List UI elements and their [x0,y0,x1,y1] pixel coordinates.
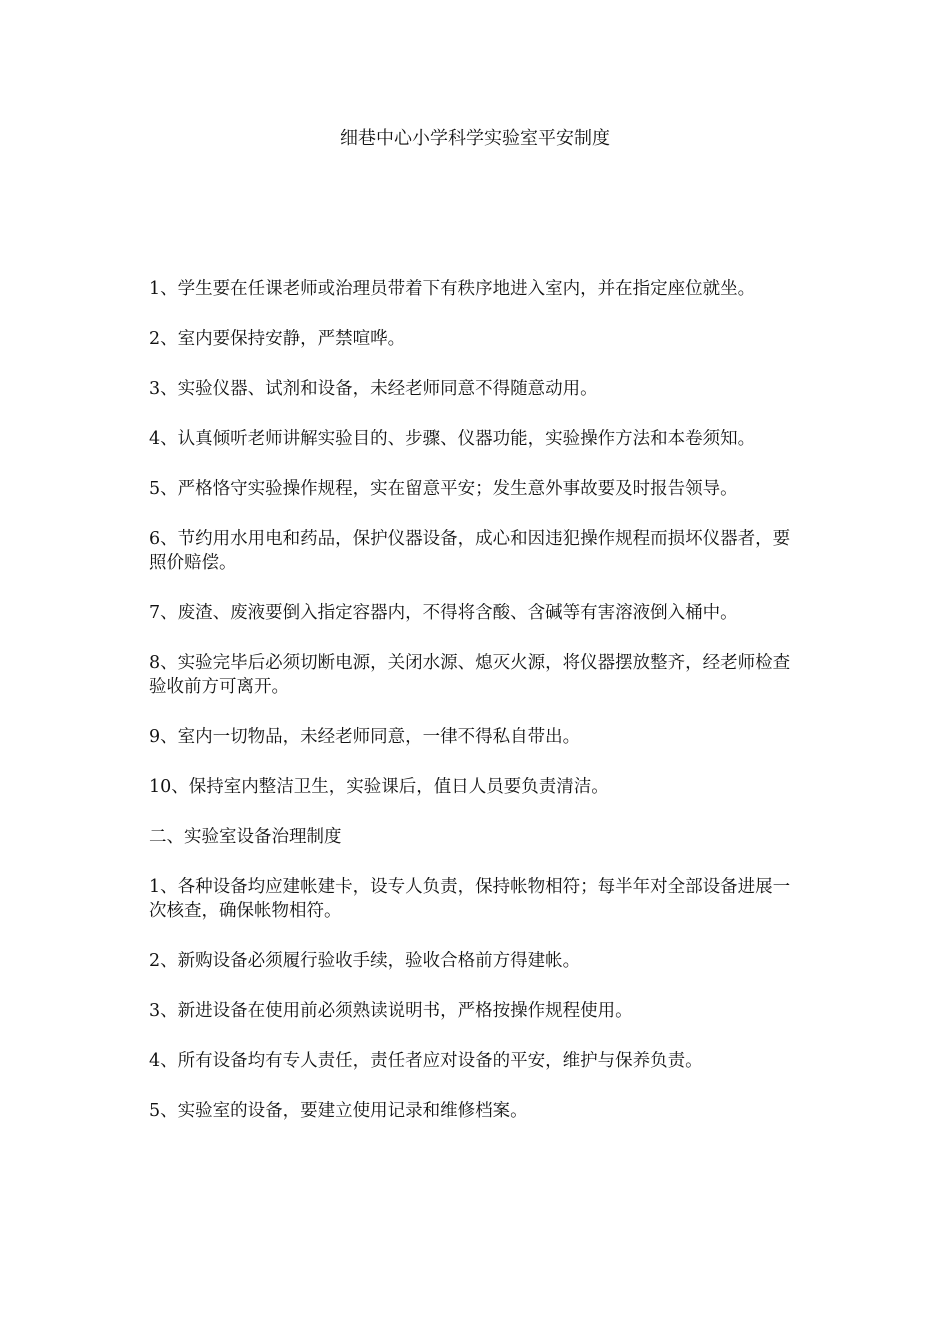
rule-paragraph-5: 5、严格恪守实验操作规程，实在留意平安；发生意外事故要及时报告领导。 [149,479,738,499]
rule-paragraph-10: 10、保持室内整洁卫生，实验课后，值日人员要负责清洁。 [149,777,609,797]
equipment-paragraph-5: 5、实验室的设备，要建立使用记录和维修档案。 [149,1101,528,1121]
rule-paragraph-6: 6、节约用水用电和药品，保护仪器设备，成心和因违犯操作规程而损坏仪器者，要照价赔偿。 [149,529,791,573]
document-title: 细巷中心小学科学实验室平安制度 [340,128,610,149]
rule-paragraph-8: 8、实验完毕后必须切断电源，关闭水源、熄灭火源，将仪器摆放整齐，经老师检查验收前方可离开。 [149,653,791,697]
document-body [149,277,801,1149]
rule-paragraph-4: 4、认真倾听老师讲解实验目的、步骤、仪器功能，实验操作方法和本卷须知。 [149,429,756,449]
equipment-paragraph-4: 4、所有设备均有专人责任，责任者应对设备的平安，维护与保养负责。 [149,1051,703,1071]
rule-paragraph-3: 3、实验仪器、试剂和设备，未经老师同意不得随意动用。 [149,379,598,399]
rule-paragraph-1: 1、学生要在任课老师或治理员带着下有秩序地进入室内，并在指定座位就坐。 [149,279,756,299]
equipment-paragraph-3: 3、新进设备在使用前必须熟读说明书，严格按操作规程使用。 [149,1001,633,1021]
equipment-paragraph-2: 2、新购设备必须履行验收手续，验收合格前方得建帐。 [149,951,581,971]
rule-paragraph-7: 7、废渣、废液要倒入指定容器内，不得将含酸、含碱等有害溶液倒入桶中。 [149,603,738,623]
rule-paragraph-9: 9、室内一切物品，未经老师同意，一律不得私自带出。 [149,727,581,747]
equipment-paragraph-1: 1、各种设备均应建帐建卡，设专人负责，保持帐物相符；每半年对全部设备进展一次核查，确保帐物相符。 [149,877,791,921]
section-heading-equipment: 二、实验室设备治理制度 [149,827,342,847]
rule-paragraph-2: 2、室内要保持安静，严禁喧哗。 [149,329,406,349]
